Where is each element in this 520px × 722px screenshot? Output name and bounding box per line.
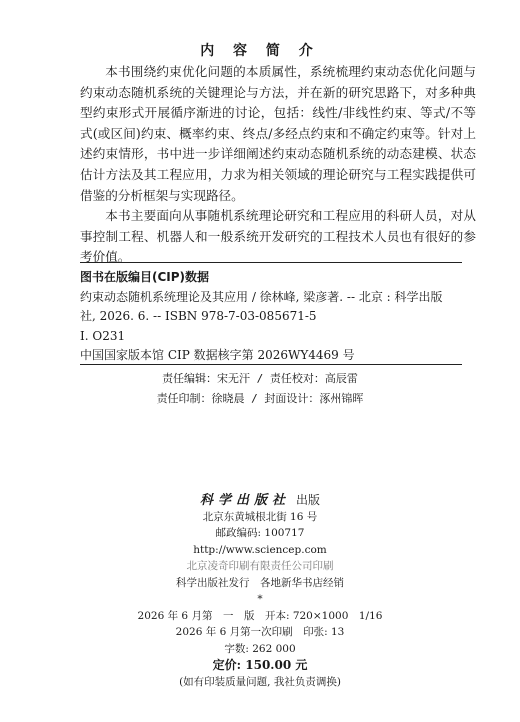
publisher-postcode: 邮政编码: 100717 [215,527,305,539]
publisher-address: 北京东黄城根北街 16 号 [202,510,318,523]
publisher-block [0,492,520,690]
intro-paragraph-1: 本书围绕约束优化问题的本质属性，系统梳理约束动态优化问题与约束动态随机系统的关键理论与方法，并在新的研究思路下，对多种典型约束形式开展循序渐进的讨论，包括：线性/非线性约束、等式/不等式(或区间)约束、概率约束、终点/多经点约束和不确定约束等。针对上述约束情形，书中进一步详细阐述约束动态随机系统的动态建模、状态估计方法及其工程应用，力求为相关领域的理论研究与工程实践提供可借鉴的分析框架与实现路径。 [80,64,476,203]
cip-line-3: I. O231 [80,328,126,343]
printer-info: 北京凌奇印刷有限责任公司印刷 [186,560,334,572]
publisher-logo: 科学出版社 [199,493,290,508]
quality-notice: (如有印装质量问题, 我社负责调换) [179,675,341,688]
staff-credits-line-2: 责任印制：徐晓晨 / 封面设计：涿州锦晖 [156,392,364,405]
separator-star: * [257,593,263,605]
distribution-info: 科学出版社发行 各地新华书店经销 [176,576,344,589]
publisher-suffix: 出版 [296,493,321,507]
cip-heading: 图书在版编目(CIP)数据 [80,270,210,284]
page-title: 内 容 简 介 [200,43,320,59]
price: 定价: 150.00 元 [212,658,308,672]
cip-bottom-divider [80,364,462,365]
publisher-name-line [0,492,520,509]
cip-line-4: 中国国家版本馆 CIP 数据核字第 2026WY4469 号 [80,348,355,363]
printing-info: 2026 年 6 月第一次印刷 印张: 13 [175,626,345,638]
cip-top-divider [80,262,462,263]
intro-section [80,62,476,268]
publisher-url: http://www.sciencep.com [193,543,327,556]
word-count: 字数: 262 000 [224,642,296,655]
edition-info: 2026 年 6 月第 一 版 开本: 720×1000 1/16 [137,609,383,622]
cip-block [80,268,462,366]
intro-paragraph-2: 本书主要面向从事随机系统理论研究和工程应用的科研人员，对从事控制工程、机器人和一般系统开发研究的工程技术人员也有很好的参考价值。 [80,208,476,265]
cip-line-2: 社, 2026. 6. -- ISBN 978-7-03-085671-5 [80,309,317,324]
staff-credits-line-1: 责任编辑：宋无汗 / 责任校对：高辰雷 [162,372,358,385]
cip-line-1: 约束动态随机系统理论及其应用 / 徐林峰, 梁彦著. -- 北京 : 科学出版 [80,289,443,304]
